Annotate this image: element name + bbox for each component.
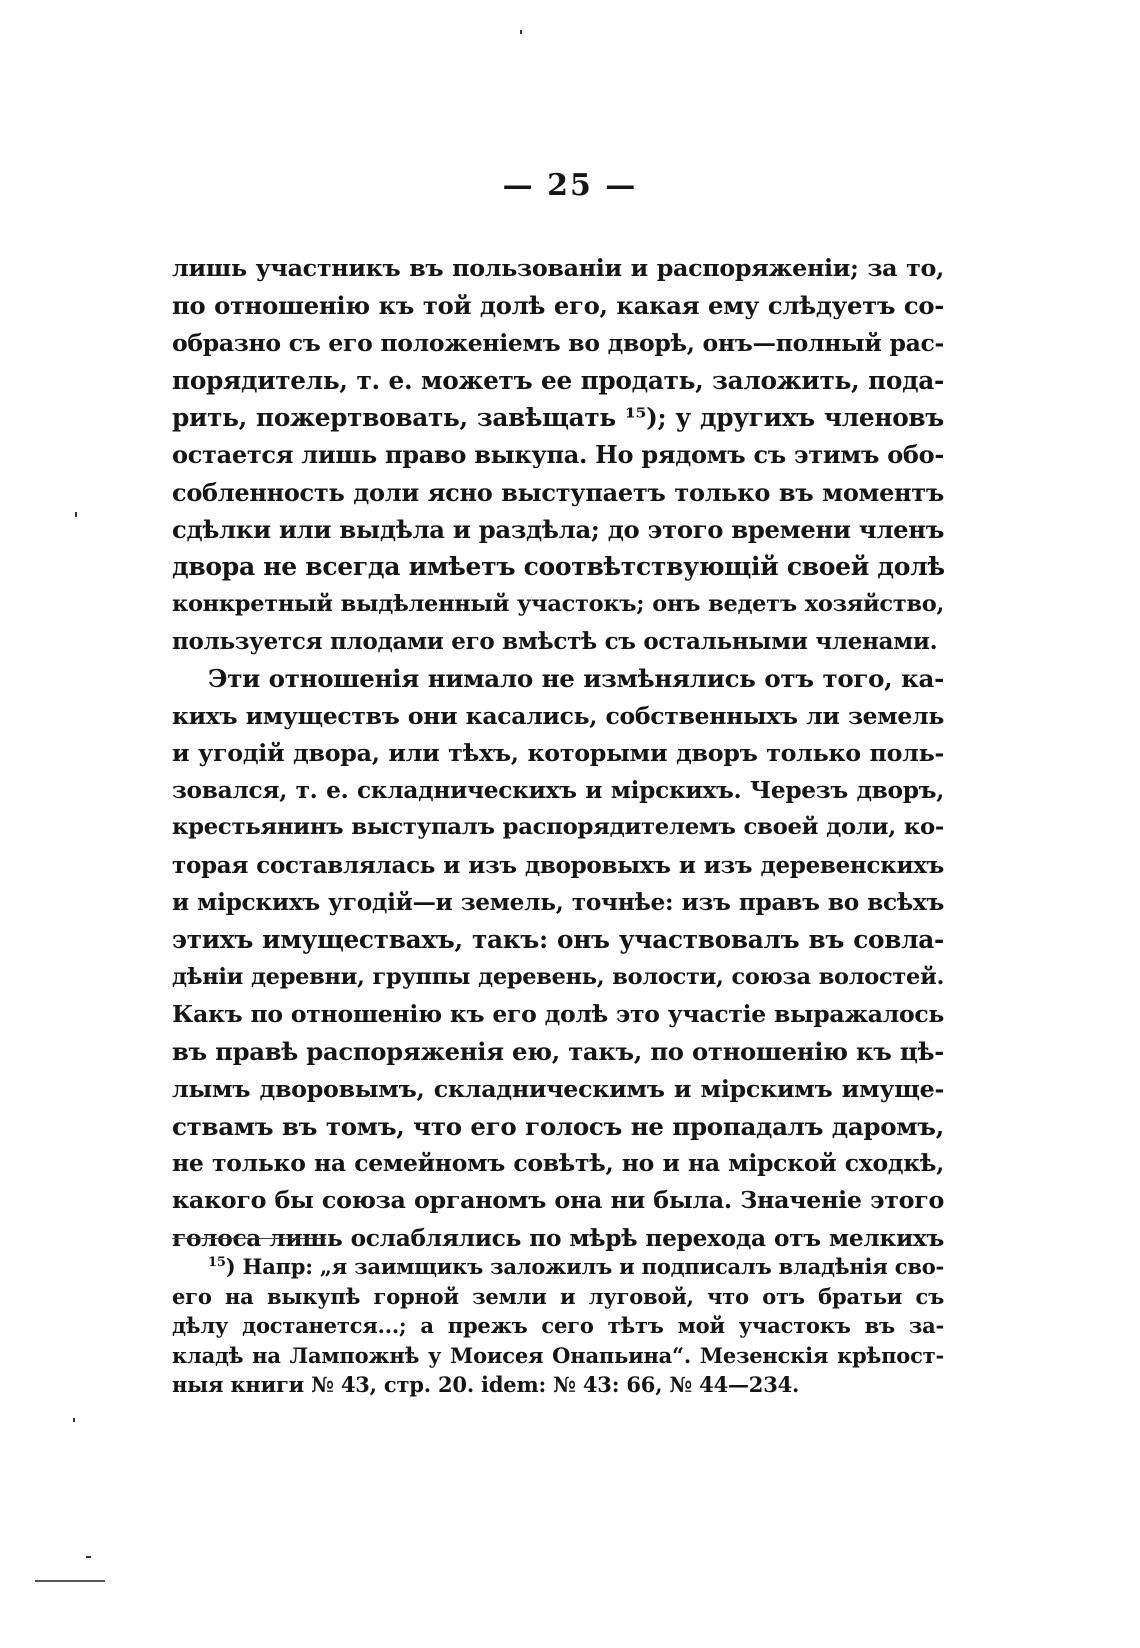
page-number: — 25 — bbox=[502, 168, 638, 203]
scan-speck bbox=[520, 30, 522, 34]
footnote-line bbox=[172, 1252, 944, 1282]
text-line: Эти отношенія нимало не измѣнялись отъ того, ка- bbox=[208, 664, 944, 694]
text-line: Какъ по отношенію къ его долѣ это участіе выражалось bbox=[172, 999, 944, 1028]
text-line: лишь участникъ въ пользованіи и распоряженіи; за то, bbox=[172, 254, 944, 282]
text-line: рить, пожертвовать, завѣщать ¹⁵); у другихъ членовъ bbox=[172, 403, 944, 433]
footnote-line: ныя книги № 43, стр. 20. idem: № 43: 66, № 44—234. bbox=[172, 1372, 800, 1397]
scan-speck bbox=[86, 1556, 91, 1558]
text-line: порядитель, т. е. можетъ ее продать, заложить, пода- bbox=[172, 365, 944, 395]
text-line: конкретный выдѣленный участокъ; онъ ведетъ хозяйство, bbox=[172, 590, 944, 617]
footnote-line: его на выкупѣ горной земли и луговой, что отъ братьи съ bbox=[172, 1283, 944, 1309]
footnote-line: кладѣ на Лампожнѣ у Моисея Онапьина“. Мезенскія крѣпост- bbox=[172, 1342, 944, 1368]
text-line: не только на семейномъ совѣтѣ, но и на мірской сходкѣ, bbox=[172, 1149, 944, 1178]
text-line: и мірскихъ угодій—и земель, точнѣе: изъ правъ во всѣхъ bbox=[172, 889, 944, 917]
text-line: кихъ имуществъ они касались, собственныхъ ли земель bbox=[172, 701, 944, 730]
footnote bbox=[172, 1252, 944, 1400]
text-line: въ правѣ распоряженія ею, такъ, по отношенію къ цѣ- bbox=[172, 1037, 944, 1067]
scan-speck bbox=[35, 1580, 105, 1582]
footnote-line: дѣлу достанется...; а прежъ сего тѣтъ мой участокъ въ за- bbox=[172, 1313, 944, 1338]
text-line: лымъ дворовымъ, складническимъ и мірскимъ имуще- bbox=[172, 1074, 944, 1103]
text-line: ствамъ въ томъ, что его голосъ не пропадалъ даромъ, bbox=[172, 1111, 944, 1141]
text-line: остается лишь право выкупа. Но рядомъ съ этимъ обо- bbox=[172, 440, 944, 470]
text-line: сдѣлки или выдѣла и раздѣла; до этого времени членъ bbox=[172, 515, 944, 545]
footnote-line-text: ) Напр: „я заимщикъ заложилъ и подписалъ владѣнія сво- bbox=[225, 1254, 945, 1279]
text-line: пользуется плодами его вмѣстѣ съ остальными членами. bbox=[172, 627, 938, 655]
text-line: образно съ его положеніемъ во дворѣ, онъ—полный рас- bbox=[172, 328, 944, 357]
text-line: какого бы союза органомъ она ни была. Значеніе этого bbox=[172, 1186, 944, 1215]
footnote-marker: 15 bbox=[208, 1255, 226, 1270]
text-line: собленность доли ясно выступаетъ только въ моментъ bbox=[172, 477, 944, 507]
text-line: голоса лишь ослаблялись по мѣрѣ перехода отъ мелкихъ bbox=[172, 1224, 944, 1252]
text-line: дѣніи деревни, группы деревень, волости, союза волостей. bbox=[172, 963, 944, 990]
scan-speck bbox=[73, 1418, 75, 1422]
main-text bbox=[172, 250, 944, 1257]
text-line: этихъ имуществахъ, такъ: онъ участвовалъ въ совла- bbox=[172, 925, 944, 955]
text-line: и угодій двора, или тѣхъ, которыми дворъ только поль- bbox=[172, 738, 944, 767]
footnote-divider bbox=[172, 1238, 326, 1239]
text-line: торая составлялась и изъ дворовыхъ и изъ деревенскихъ bbox=[172, 851, 944, 879]
text-line: зовался, т. е. складническихъ и мірскихъ. Черезъ дворъ, bbox=[172, 777, 944, 805]
text-line: двора не всегда имѣетъ соотвѣтствующій своей долѣ bbox=[172, 552, 945, 582]
scan-speck bbox=[75, 512, 77, 517]
text-line: по отношенію къ той долѣ его, какая ему слѣдуетъ со- bbox=[172, 291, 944, 321]
text-line: крестьянинъ выступалъ распорядителемъ своей доли, ко- bbox=[172, 814, 944, 841]
